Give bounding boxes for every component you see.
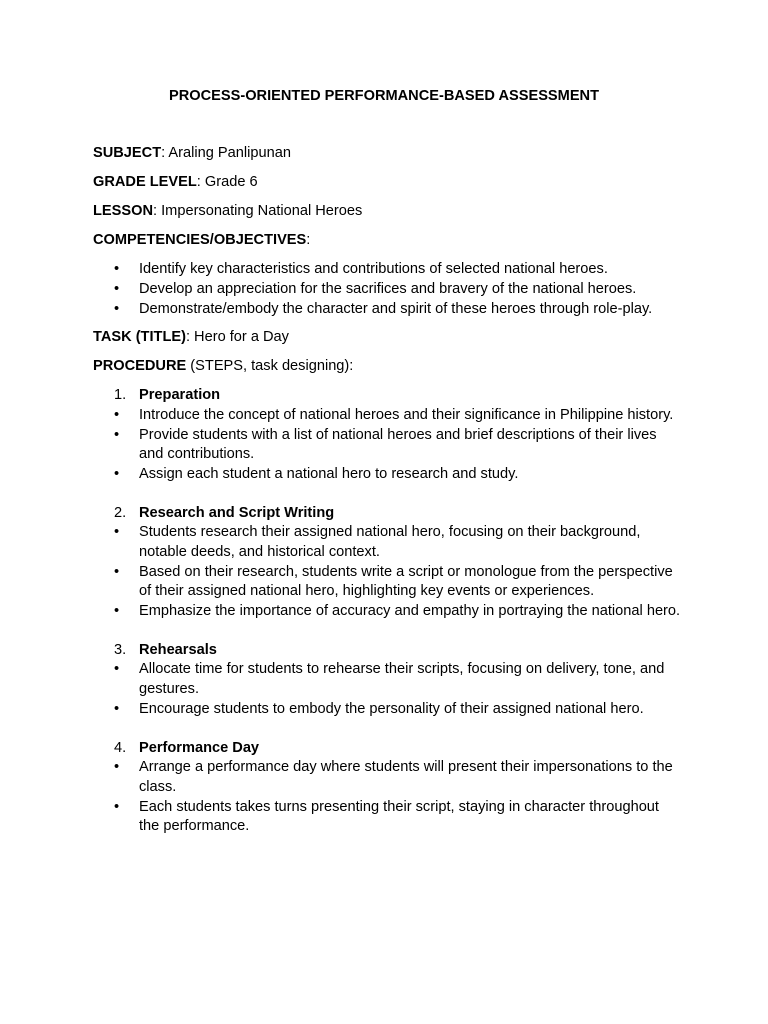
list-item: • Encourage students to embody the personality of their assigned national hero. xyxy=(93,700,683,720)
subject-value: : Araling Panlipunan xyxy=(161,145,291,161)
list-item: • Introduce the concept of national heroes and their significance in Philippine history. xyxy=(93,406,683,426)
step-number: 2. xyxy=(114,504,127,521)
grade-value: : Grade 6 xyxy=(196,174,258,191)
procedure-field xyxy=(93,357,683,377)
step-research xyxy=(93,504,683,622)
competencies-value: : xyxy=(306,232,311,249)
list-item: • Emphasize the importance of accuracy and empathy in portraying the national hero. xyxy=(93,602,683,622)
step-heading xyxy=(93,641,683,661)
step-title: Research and Script Writing xyxy=(139,504,335,521)
step-number: 1. xyxy=(114,387,127,404)
subject-field xyxy=(93,144,683,164)
list-item: • Provide students with a list of national heroes and brief descriptions of their lives and contributions. xyxy=(93,426,683,465)
list-item: • Assign each student a national hero to research and study. xyxy=(93,465,683,485)
subject-label: SUBJECT xyxy=(93,145,162,161)
step-rehearsals xyxy=(93,641,683,719)
page-title: PROCESS-ORIENTED PERFORMANCE-BASED ASSESSMENT xyxy=(168,88,600,104)
task-label: TASK (TITLE) xyxy=(93,329,186,346)
grade-field xyxy=(93,173,683,193)
step-title: Preparation xyxy=(139,387,221,404)
task-field xyxy=(93,328,683,348)
procedure-label: PROCEDURE xyxy=(93,358,187,375)
step-items xyxy=(93,406,683,484)
list-item: • Students research their assigned national hero, focusing on their background, notable deeds, and historical context. xyxy=(93,523,683,562)
lesson-field xyxy=(93,202,683,222)
document-body xyxy=(93,144,683,856)
lesson-value: : Impersonating National Heroes xyxy=(153,203,363,220)
step-items xyxy=(93,523,683,621)
step-title: Performance Day xyxy=(139,739,260,756)
competencies-list xyxy=(93,260,683,319)
competencies-field xyxy=(93,231,683,251)
step-heading xyxy=(93,386,683,406)
list-item: • Based on their research, students write a script or monologue from the perspective of their assigned national hero, highlighting key events or experiences. xyxy=(93,563,683,602)
list-item: • Demonstrate/embody the character and spirit of these heroes through role-play. xyxy=(93,300,683,320)
list-item: • Develop an appreciation for the sacrifices and bravery of the national heroes. xyxy=(93,280,683,300)
list-item: • Allocate time for students to rehearse their scripts, focusing on delivery, tone, and gestures. xyxy=(93,660,683,699)
step-preparation xyxy=(93,386,683,484)
step-title: Rehearsals xyxy=(139,641,217,658)
list-item: • Each students takes turns presenting their script, staying in character throughout the performance. xyxy=(93,798,683,837)
list-item: • Identify key characteristics and contributions of selected national heroes. xyxy=(93,260,683,280)
step-heading xyxy=(93,504,683,524)
step-heading xyxy=(93,739,683,759)
step-performance-day xyxy=(93,739,683,837)
competencies-label: COMPETENCIES/OBJECTIVES xyxy=(93,232,307,249)
task-value: : Hero for a Day xyxy=(185,329,289,346)
step-items xyxy=(93,660,683,719)
list-item: • Arrange a performance day where students will present their impersonations to the class. xyxy=(93,758,683,797)
step-number: 4. xyxy=(114,739,127,756)
grade-label: GRADE LEVEL xyxy=(93,174,197,191)
lesson-label: LESSON xyxy=(93,203,154,220)
procedure-value: (STEPS, task designing): xyxy=(186,358,354,375)
step-items xyxy=(93,758,683,836)
step-number: 3. xyxy=(114,641,127,658)
